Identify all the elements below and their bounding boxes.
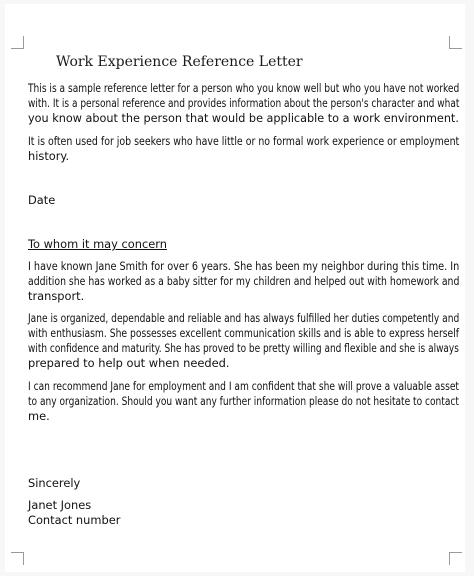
paragraph2-line-1: Jane is organized, dependable and reliable and has always fulfilled her duties competently and (28, 311, 460, 325)
closing: Sincerely (28, 476, 81, 490)
page-corner-mark-top-left (11, 36, 24, 49)
signer-contact: Contact number (28, 513, 121, 527)
usage-line-1: It is often used for job seekers who have little or no formal work experience or employment (28, 134, 460, 148)
paragraph1-line-2: addition she has worked as a baby sitter for my children and helped out with homework and (28, 274, 460, 288)
salutation: To whom it may concern (28, 237, 167, 251)
page-corner-mark-bottom-left (11, 552, 24, 565)
page-corner-mark-bottom-right (449, 552, 462, 565)
date-label: Date (28, 193, 56, 207)
paragraph3-line-3: me. (28, 409, 50, 423)
signer-name: Janet Jones (28, 498, 92, 512)
paragraph3-line-1: I can recommend Jane for employment and I am confident that she will prove a valuable asset (28, 379, 459, 393)
paragraph2-line-4: prepared to help out when needed. (28, 356, 230, 370)
paragraph3-line-2: to any organization. Should you want any further information please do not hesitate to contact (28, 394, 459, 408)
intro-line-2: with. It is a personal reference and provides information about the person's character and what (28, 96, 460, 110)
paragraph2-line-3: with confidence and maturity. She has proved to be pretty willing and flexible and she is always (28, 341, 459, 355)
page-corner-mark-top-right (449, 36, 462, 49)
letter-title: Work Experience Reference Letter (56, 54, 303, 70)
document-page (5, 4, 465, 572)
usage-line-2: history. (28, 149, 70, 163)
intro-line-3: you know about the person that would be applicable to a work environment. (28, 111, 459, 125)
paragraph1-line-1: I have known Jane Smith for over 6 years. She has been my neighbor during this time. In (28, 259, 460, 273)
paragraph2-line-2: with enthusiasm. She possesses excellent communication skills and is able to express herself (28, 326, 459, 340)
intro-line-1: This is a sample reference letter for a person who you know well but who you have not worked (28, 81, 460, 95)
paragraph1-line-3: transport. (28, 289, 85, 303)
